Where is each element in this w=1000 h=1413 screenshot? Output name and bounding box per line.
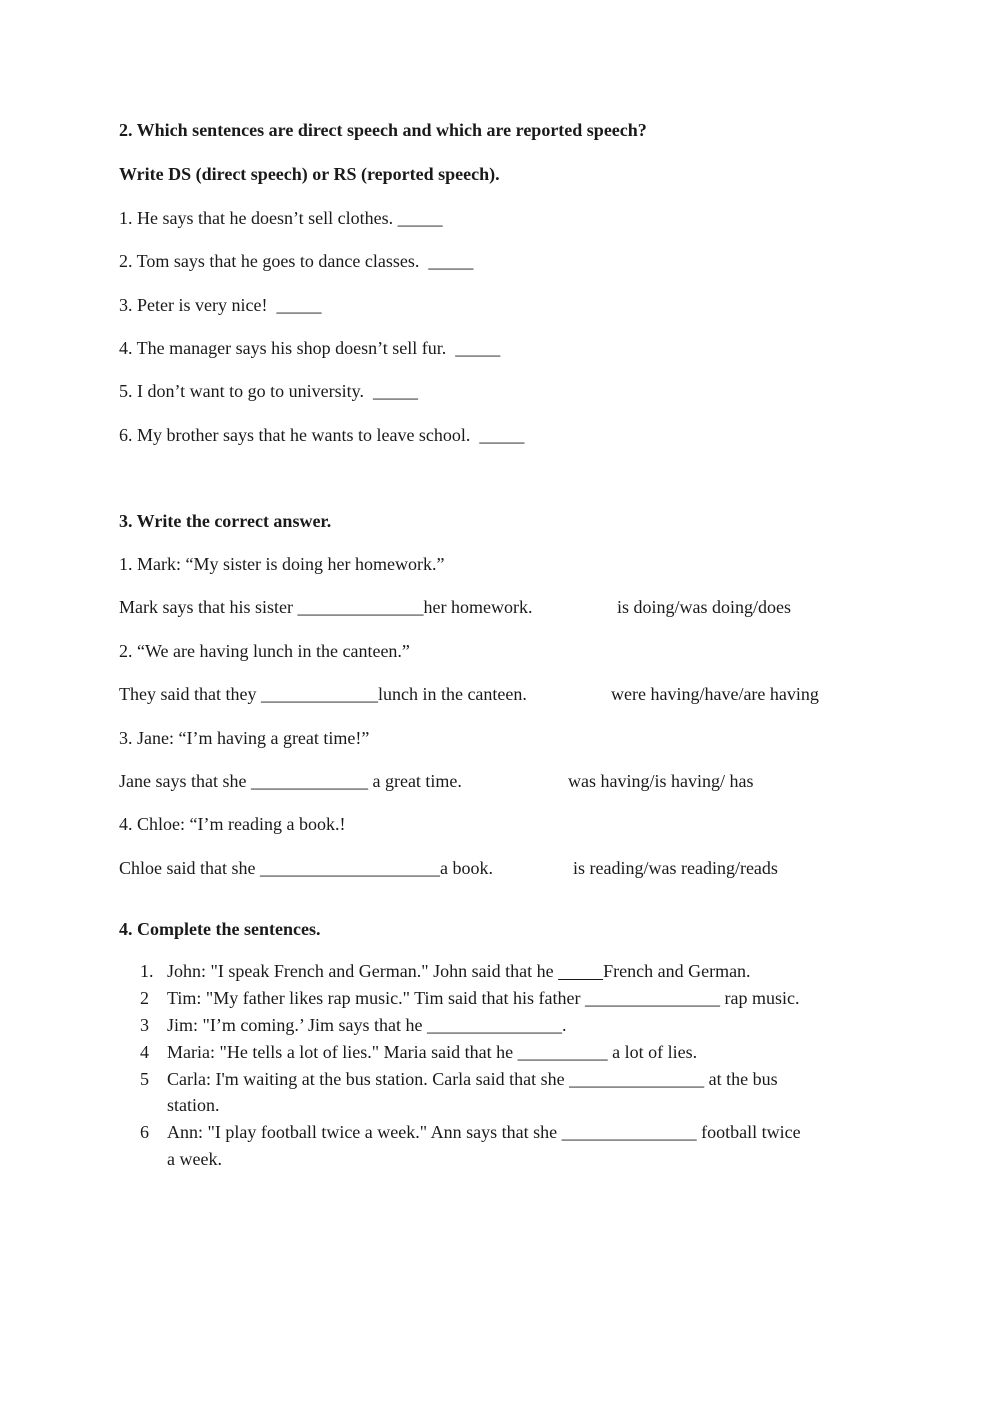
section2-item-1: 1. He says that he doesn’t sell clothes. _____ [119,208,443,228]
section3-quote-4: 4. Chloe: “I’m reading a book.! [119,814,346,834]
section4-item-5-continued: station. [167,1095,220,1115]
section4-item-number: 5 [140,1069,149,1089]
section2-item-3: 3. Peter is very nice! _____ [119,295,322,315]
section3-options-3: was having/is having/ has [568,771,754,791]
section4-item-number: 1. [140,961,154,981]
section3-options-4: is reading/was reading/reads [573,858,778,878]
item-text-before: John: "I speak French and German." John said that he [167,961,559,981]
section4-item-1 [167,960,751,982]
section3-quote-2: 2. “We are having lunch in the canteen.” [119,641,410,661]
section2-item-6: 6. My brother says that he wants to leave school. _____ [119,425,525,445]
section4-item-number: 4 [140,1042,149,1062]
section4-item-6-continued: a week. [167,1149,222,1169]
section3-quote-1: 1. Mark: “My sister is doing her homework.” [119,554,445,574]
section3-quote-3: 3. Jane: “I’m having a great time!” [119,728,370,748]
section4-item-number: 3 [140,1015,149,1035]
section3-sentence-4: Chloe said that she ____________________a book. [119,858,493,878]
section4-item-3: Jim: "I’m coming.’ Jim says that he _______________. [167,1015,567,1035]
section2-title: 2. Which sentences are direct speech and which are reported speech? [119,120,647,140]
section3-options-1: is doing/was doing/does [617,597,791,617]
section4-item-number: 2 [140,988,149,1008]
section2-instruction: Write DS (direct speech) or RS (reported speech). [119,164,500,184]
section4-item-2: Tim: "My father likes rap music." Tim said that his father _______________ rap music. [167,988,800,1008]
answer-blank [558,961,603,981]
section2-item-5: 5. I don’t want to go to university. _____ [119,381,418,401]
section4-item-6: Ann: "I play football twice a week." Ann says that she _______________ football twice [167,1122,801,1142]
section2-item-4: 4. The manager says his shop doesn’t sell fur. _____ [119,338,501,358]
section3-sentence-2: They said that they _____________lunch in the canteen. [119,684,527,704]
item-text-after: French and German. [603,961,751,981]
section4-title: 4. Complete the sentences. [119,919,321,939]
section3-options-2: were having/have/are having [611,684,819,704]
section3-sentence-1: Mark says that his sister ______________her homework. [119,597,533,617]
section4-item-number: 6 [140,1122,149,1142]
section4-item-4: Maria: "He tells a lot of lies." Maria said that he __________ a lot of lies. [167,1042,698,1062]
section4-item-5: Carla: I'm waiting at the bus station. Carla said that she _______________ at the bus [167,1069,778,1089]
section3-sentence-3: Jane says that she _____________ a great time. [119,771,462,791]
section2-item-2: 2. Tom says that he goes to dance classes. _____ [119,251,474,271]
section3-title: 3. Write the correct answer. [119,511,332,531]
